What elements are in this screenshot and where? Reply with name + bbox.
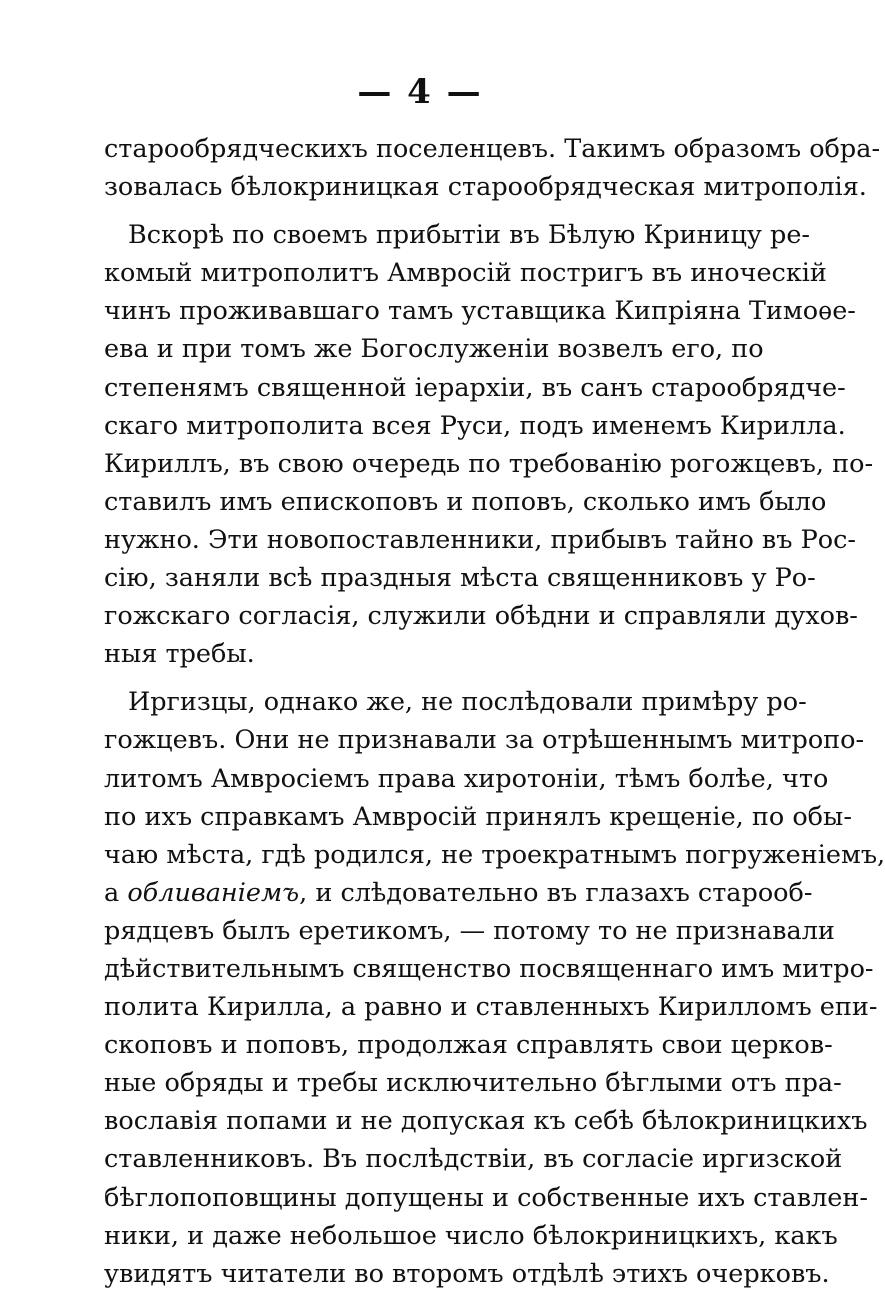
text-line: нужно. Эти новопоставленники, прибывъ тайно въ Рос- [104,524,857,555]
text-line: вославія попами и не допуская къ себѣ бѣлокриницкихъ [104,1106,868,1137]
text-line: степенямъ священной іерархіи, въ санъ старообрядче- [104,372,846,403]
text-line: ставленниковъ. Въ послѣдствіи, въ согласіе иргизской [104,1144,843,1175]
text-line: Иргизцы, однако же, не послѣдовали примѣру ро- [128,687,807,718]
text-line: увидятъ читатели во второмъ отдѣлѣ этихъ очерковъ. [104,1258,830,1289]
text-line: ева и при томъ же Богослуженіи возвелъ его, по [104,334,764,365]
text-line: Кириллъ, въ свою очередь по требованію рогожцевъ, по- [104,448,874,479]
text-line-with-italic [104,874,813,912]
text-segment: а [104,877,128,908]
text-line: чинъ проживавшаго тамъ уставщика Кипріяна Тимоѳе- [104,296,856,327]
text-line: ные обряды и требы исключительно бѣглыми отъ пра- [104,1068,842,1099]
page-number: — 4 — [357,72,483,112]
text-line: сію, заняли всѣ праздныя мѣста священниковъ у Ро- [104,563,816,594]
text-line: полита Кирилла, а равно и ставленныхъ Кирилломъ епи- [104,992,878,1023]
text-line: ставилъ имъ епископовъ и поповъ, сколько имъ было [104,486,827,517]
paragraph-gap [104,673,712,683]
text-line: ники, и даже небольшое число бѣлокриницкихъ, какъ [104,1220,838,1251]
text-line: рядцевъ былъ еретикомъ, — потому то не признавали [104,915,835,946]
text-line: скаго митрополита всея Руси, подъ именемъ Кирилла. [104,410,846,441]
paragraph-gap [104,206,712,216]
text-line: ныя требы. [104,639,255,670]
text-line: скоповъ и поповъ, продолжая справлять свои церков- [104,1030,833,1061]
text-line: дѣйствительнымъ священство посвященнаго имъ митро- [104,953,874,984]
body-text [104,130,885,1293]
text-line: зовалась бѣлокриницкая старообрядческая митрополія. [104,172,867,203]
italic-word: обливаніемъ [127,877,300,908]
text-line: гожскаго согласія, служили обѣдни и справляли духов- [104,601,858,632]
text-line: комый митрополитъ Амвросій постригъ въ иноческій [104,258,827,289]
text-line: старообрядческихъ поселенцевъ. Такимъ образомъ обра- [104,134,881,164]
text-line: гожцевъ. Они не признавали за отрѣшеннымъ митропо- [104,725,865,756]
text-line: литомъ Амвросіемъ права хиротоніи, тѣмъ болѣе, что [104,763,829,794]
text-line: чаю мѣста, гдѣ родился, не троекратнымъ погруженіемъ, [104,839,885,870]
text-line: бѣглопоповщины допущены и собственные ихъ ставлен- [104,1182,869,1213]
text-segment: , и слѣдовательно въ глазахъ старооб- [299,877,813,908]
text-line: по ихъ справкамъ Амвросій принялъ крещеніе, по обы- [104,801,852,832]
text-line: Вскорѣ по своемъ прибытіи въ Бѣлую Криницу ре- [128,220,811,251]
